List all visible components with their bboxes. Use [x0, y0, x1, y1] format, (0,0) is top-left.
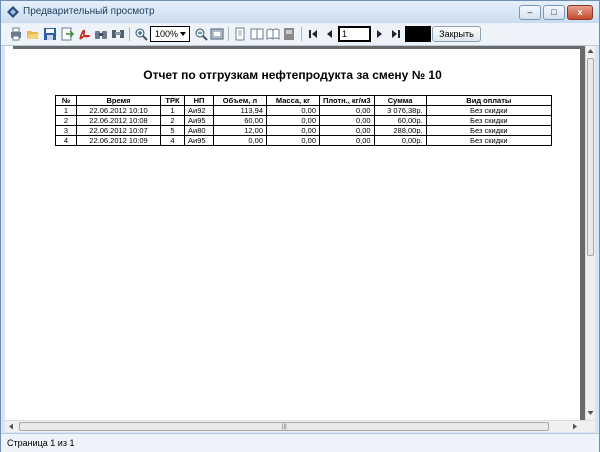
close-button[interactable]: Закрыть [432, 26, 481, 42]
page-status: Страница 1 из 1 [7, 438, 75, 448]
zoom-out-icon[interactable] [194, 27, 208, 41]
vertical-scrollbar[interactable] [585, 46, 595, 420]
cell-volume: 113,94 [214, 106, 267, 116]
cell-density: 0,00 [320, 116, 375, 126]
toolbar-separator [228, 27, 229, 41]
minimize-button[interactable] [519, 5, 541, 20]
close-window-button[interactable] [567, 5, 593, 20]
cell-np: Аи92 [185, 106, 214, 116]
table-row [56, 126, 552, 136]
single-page-icon[interactable] [233, 27, 247, 41]
scroll-left-icon[interactable] [8, 423, 14, 430]
maximize-icon: □ [551, 7, 557, 17]
window-title: Предварительный просмотр [23, 6, 155, 17]
horizontal-scrollbar[interactable] [5, 420, 595, 432]
cell-sum: 288,00р. [374, 126, 426, 136]
vertical-scroll-thumb[interactable] [587, 58, 594, 256]
preview-toolbar [1, 23, 599, 46]
zoom-value: 100% [155, 29, 179, 39]
toolbar-black-box [405, 26, 431, 42]
cell-sum: 0,00р. [374, 136, 426, 146]
column-header: № [56, 96, 77, 106]
column-header: Время [77, 96, 161, 106]
cell-np: Аи80 [185, 126, 214, 136]
save-icon[interactable] [43, 27, 57, 41]
book-icon[interactable] [266, 27, 280, 41]
cell-mass: 0,00 [267, 106, 320, 116]
column-header: НП [185, 96, 214, 106]
cell-number: 3 [56, 126, 77, 136]
cell-number: 1 [56, 106, 77, 116]
column-header: ТРК [161, 96, 185, 106]
app-diamond-icon [7, 6, 19, 18]
table-row [56, 116, 552, 126]
cell-density: 0,00 [320, 136, 375, 146]
preview-area[interactable] [5, 46, 595, 420]
table-row [56, 136, 552, 146]
page-number-input[interactable] [338, 26, 371, 42]
cell-mass: 0,00 [267, 136, 320, 146]
zoom-select[interactable] [150, 26, 190, 42]
page-number-value: 1 [342, 29, 348, 39]
cell-sum: 3 076,38р. [374, 106, 426, 116]
cell-trk: 1 [161, 106, 185, 116]
cell-payment: Без скидки [426, 116, 551, 126]
cell-payment: Без скидки [426, 126, 551, 136]
close-icon: x [577, 7, 583, 17]
cell-trk: 4 [161, 136, 185, 146]
cell-volume: 0,00 [214, 136, 267, 146]
binoculars-icon[interactable] [94, 27, 108, 41]
cell-sum: 60,00р. [374, 116, 426, 126]
column-header: Сумма [374, 96, 426, 106]
find-icon[interactable] [111, 27, 125, 41]
minimize-icon: – [527, 7, 533, 17]
column-header: Плотн., кг/м3 [320, 96, 375, 106]
page-setup-icon[interactable] [282, 27, 296, 41]
toolbar-separator [301, 27, 302, 41]
cell-np: Аи95 [185, 116, 214, 126]
cell-trk: 2 [161, 116, 185, 126]
print-icon[interactable] [9, 27, 23, 41]
export-icon[interactable] [60, 27, 74, 41]
prev-page-icon[interactable] [322, 27, 336, 41]
fit-page-icon[interactable] [210, 27, 224, 41]
report-table [55, 95, 552, 146]
cell-time: 22.06.2012 10:09 [77, 136, 161, 146]
cell-payment: Без скидки [426, 136, 551, 146]
cell-time: 22.06.2012 10:08 [77, 116, 161, 126]
page-shadow-top [13, 46, 580, 49]
cell-trk: 5 [161, 126, 185, 136]
zoom-in-icon[interactable] [134, 27, 148, 41]
maximize-button[interactable] [543, 5, 565, 20]
scroll-right-icon[interactable] [572, 423, 578, 430]
table-row [56, 106, 552, 116]
cell-mass: 0,00 [267, 116, 320, 126]
cell-density: 0,00 [320, 126, 375, 136]
cell-mass: 0,00 [267, 126, 320, 136]
two-page-icon[interactable] [250, 27, 264, 41]
scroll-down-icon[interactable] [587, 410, 594, 416]
table-header-row [56, 96, 552, 106]
pdf-icon[interactable] [77, 27, 91, 41]
last-page-icon[interactable] [389, 27, 403, 41]
cell-density: 0,00 [320, 106, 375, 116]
chevron-down-icon [180, 32, 186, 36]
cell-time: 22.06.2012 10:07 [77, 126, 161, 136]
column-header: Объем, л [214, 96, 267, 106]
cell-volume: 12,00 [214, 126, 267, 136]
cell-payment: Без скидки [426, 106, 551, 116]
grip-icon: ||| [282, 424, 287, 430]
cell-number: 2 [56, 116, 77, 126]
cell-volume: 60,00 [214, 116, 267, 126]
horizontal-scroll-thumb[interactable] [19, 422, 549, 431]
next-page-icon[interactable] [373, 27, 387, 41]
title-bar[interactable] [1, 1, 599, 23]
column-header: Масса, кг [267, 96, 320, 106]
cell-number: 4 [56, 136, 77, 146]
report-title: Отчет по отгрузкам нефтепродукта за смену № 10 [143, 68, 442, 82]
first-page-icon[interactable] [306, 27, 320, 41]
scroll-up-icon[interactable] [587, 48, 594, 54]
open-icon[interactable] [26, 27, 40, 41]
status-bar [1, 433, 599, 452]
toolbar-separator [129, 27, 130, 41]
cell-time: 22.06.2012 10:10 [77, 106, 161, 116]
column-header: Вид оплаты [426, 96, 551, 106]
cell-np: Аи95 [185, 136, 214, 146]
